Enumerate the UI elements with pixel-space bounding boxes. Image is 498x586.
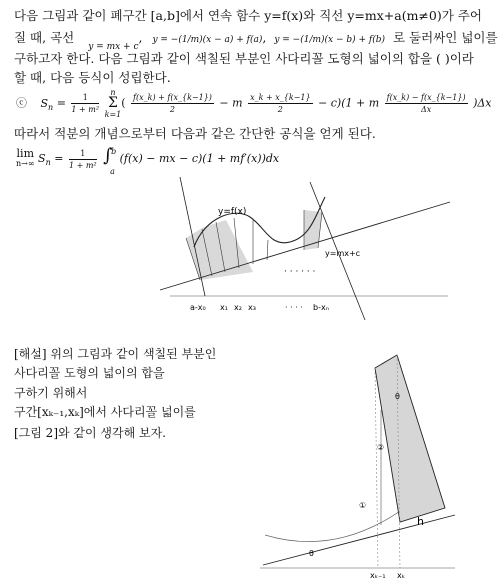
sigma-symbol: n Σ k=1 (104, 88, 122, 119)
label-2: ② (377, 443, 385, 452)
term2-prefix: − m (219, 96, 243, 110)
integrand: (f(x) − mx − c)(1 + mf′(x))dx (119, 152, 280, 165)
line-label: y=mx+c (325, 249, 361, 258)
figure-1-dots: · · · · · · (284, 267, 316, 277)
equation-label: ⓒ (16, 96, 27, 110)
limit-sn: $S_n$ (38, 152, 51, 168)
problem-line-3: 구하고자 한다. 다음 그림과 같이 색칠된 부분인 사다리꼴 도형의 넓이의 합을 ( )이라 (14, 51, 474, 66)
line-mx-c (263, 515, 455, 565)
problem-line-5: 따라서 적분의 개념으로부터 다음과 같은 간단한 공식을 얻게 된다. (14, 126, 376, 141)
x-label-2: x₂ (234, 303, 242, 312)
integral-symbol: ∫ b a (103, 145, 117, 176)
projection-k-1 (375, 368, 378, 568)
term3: − c)(1 + m (318, 96, 380, 110)
solution-line-1: [해설] 위의 그림과 같이 색칠된 부분인 (14, 347, 217, 361)
problem-line-2: 질 때, 곡선 $_{y = mx + c}$, y = −(1/m)(x − a) + f(a), y = −(1/m)(x − b) + f(b) 로 둘러싸인 넓이를 (14, 30, 498, 52)
x-label-dots: · · · · (285, 303, 303, 312)
x-label-3: x₃ (248, 303, 256, 312)
sum-equation: ⓒ $S_n$ = $\frac{1}{\text{1 + m²}}$ n Σ k=1 ( $\frac{f(x\_k) + f(x\_\{k-1\})}{2}$ − m $\frac{x\_k + x\_\{k-1\}}{2}$ − c)(1 + m $\frac{f(x\_k) - f(x\_\{k-1\})}{\Delta x}$ )Δx (16, 88, 492, 119)
problem-line-2-suffix: 로 둘러싸인 넓이를 (393, 30, 498, 45)
coef-fraction: $\frac{1}{\text{1 + m²}}$ (71, 93, 100, 114)
x-label-k: xₖ (397, 571, 406, 580)
solution-line-3: 구하기 위해서 (14, 386, 88, 400)
term2-fraction: $\frac{x\_k + x\_\{k-1\}}{2}$ (250, 93, 311, 114)
normal-eq-a: y = −(1/m)(x − a) + f(a) (152, 35, 263, 45)
sn-symbol: $S_n$ (40, 96, 54, 112)
equation-tail: )Δx (473, 96, 492, 110)
problem-line-4: 할 때, 다음 등식이 성립한다. (14, 70, 171, 85)
limit-formula (16, 145, 280, 176)
problem-line-2-prefix: 질 때, 곡선 (14, 30, 75, 45)
solution-line-4: 구간[xₖ₋₁,xₖ]에서 사다리꼴 넓이를 (14, 405, 196, 419)
limit-coef-fraction: $\frac{1}{\text{1 + m²}}$ (68, 148, 97, 170)
x-label-0: a-x₀ (190, 303, 206, 312)
line-eq: y = mx + c (88, 42, 139, 52)
arc (265, 500, 415, 542)
term1-fraction: $\frac{f(x\_k) + f(x\_\{k-1\})}{2}$ (133, 93, 212, 114)
figure-2 (255, 350, 460, 582)
x-label-k-1: xₖ₋₁ (370, 571, 386, 580)
theta-bottom: θ (309, 549, 314, 558)
x-label-n: b-xₙ (313, 303, 329, 312)
problem-line-1: 다음 그림과 같이 폐구간 [a,b]에서 연속 함수 y=f(x)와 직선 y=mx+a(m≠0)가 주어 (14, 8, 482, 23)
solution-line-5: [그림 2]와 같이 생각해 보자. (14, 426, 166, 440)
normal-eq-b: y = −(1/m)(x − b) + f(b) (274, 35, 386, 45)
trapezoid (375, 355, 445, 522)
label-1: ① (359, 501, 367, 510)
curve-label: y=f(x) (218, 207, 247, 217)
solution-line-2: 사다리꼴 도형의 넓이의 합을 (14, 366, 165, 380)
limit-symbol: lim n→∞ (16, 147, 35, 168)
theta-top: θ (395, 392, 400, 401)
term4-fraction: $\frac{f(x\_k) - f(x\_\{k-1\})}{\Delta x}$ (386, 93, 466, 114)
x-label-1: x₁ (220, 303, 228, 312)
h-label: h (417, 515, 424, 528)
limit-equals: = (54, 152, 64, 165)
figure-1 (150, 172, 455, 322)
